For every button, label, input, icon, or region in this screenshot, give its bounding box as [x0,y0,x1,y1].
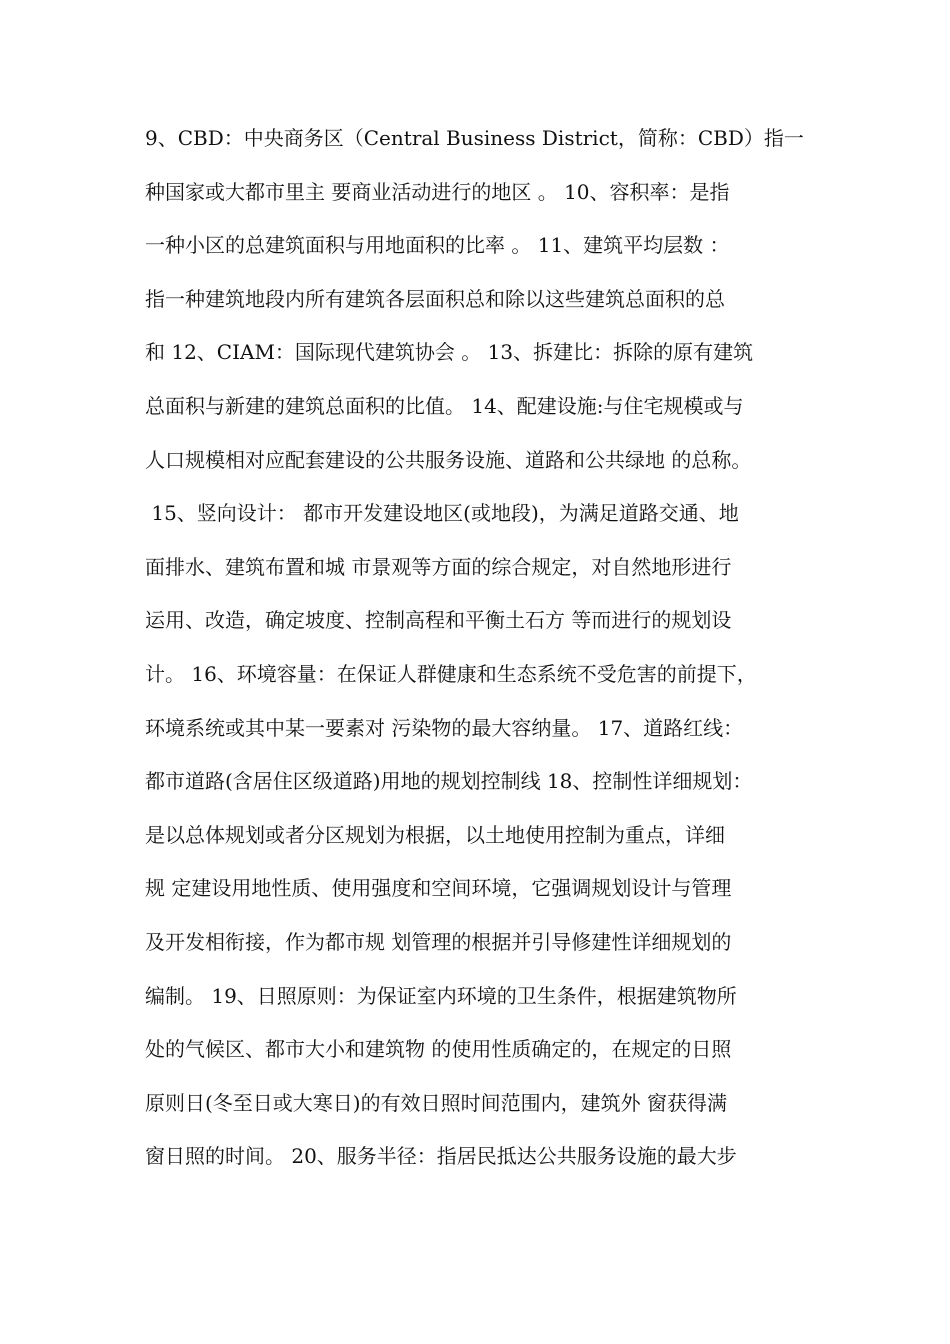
text-line: 计。 16、环境容量：在保证人群健康和生态系统不受危害的前提下， [145,661,757,686]
text-line: 运用、改造，确定坡度、控制高程和平衡土石方 等而进行的规划设 [145,608,732,633]
text-line: 15、竖向设计： 都市开发建设地区(或地段)，为满足道路交通、地 [145,501,739,526]
text-line: 人口规模相对应配套建设的公共服务设施、道路和公共绿地 的总称。 [145,447,752,472]
text-line: 编制。 19、日照原则：为保证室内环境的卫生条件，根据建筑物所 [145,983,737,1008]
text-line: 规 定建设用地性质、使用强度和空间环境，它强调规划设计与管理 [145,876,732,901]
text-line: 是以总体规划或者分区规划为根据，以土地使用控制为重点，详细 [145,822,725,847]
text-line: 一种小区的总建筑面积与用地面积的比率 。 11、建筑平均层数 ： [145,233,730,258]
text-line: 都市道路(含居住区级道路)用地的规划控制线 18、控制性详细规划： [145,769,753,794]
text-line: 种国家或大都市里主 要商业活动进行的地区 。 10、容积率：是指 [145,179,730,204]
text-line: 及开发相衔接，作为都市规 划管理的根据并引导修建性详细规划的 [145,929,732,954]
text-line: 处的气候区、都市大小和建筑物 的使用性质确定的，在规定的日照 [145,1037,732,1062]
text-line: 总面积与新建的建筑总面积的比值。 14、配建设施:与住宅规模或与 [145,393,744,418]
text-line: 指一种建筑地段内所有建筑各层面积总和除以这些建筑总面积的总 [145,286,725,311]
text-line: 窗日照的时间。 20、服务半径：指居民抵达公共服务设施的最大步 [145,1144,737,1169]
text-line: 环境系统或其中某一要素对 污染物的最大容纳量。 17、道路红线： [145,715,744,740]
body-text [145,118,835,1190]
text-line: 原则日(冬至日或大寒日)的有效日照时间范围内，建筑外 窗获得满 [145,1090,727,1115]
text-line: 和 12、CIAM：国际现代建筑协会 。 13、拆建比：拆除的原有建筑 [145,340,754,365]
text-line: 9、CBD：中央商务区（Central Business District，简称：CBD）指一 [145,126,804,150]
text-line: 面排水、建筑布置和城 市景观等方面的综合规定，对自然地形进行 [145,554,732,579]
